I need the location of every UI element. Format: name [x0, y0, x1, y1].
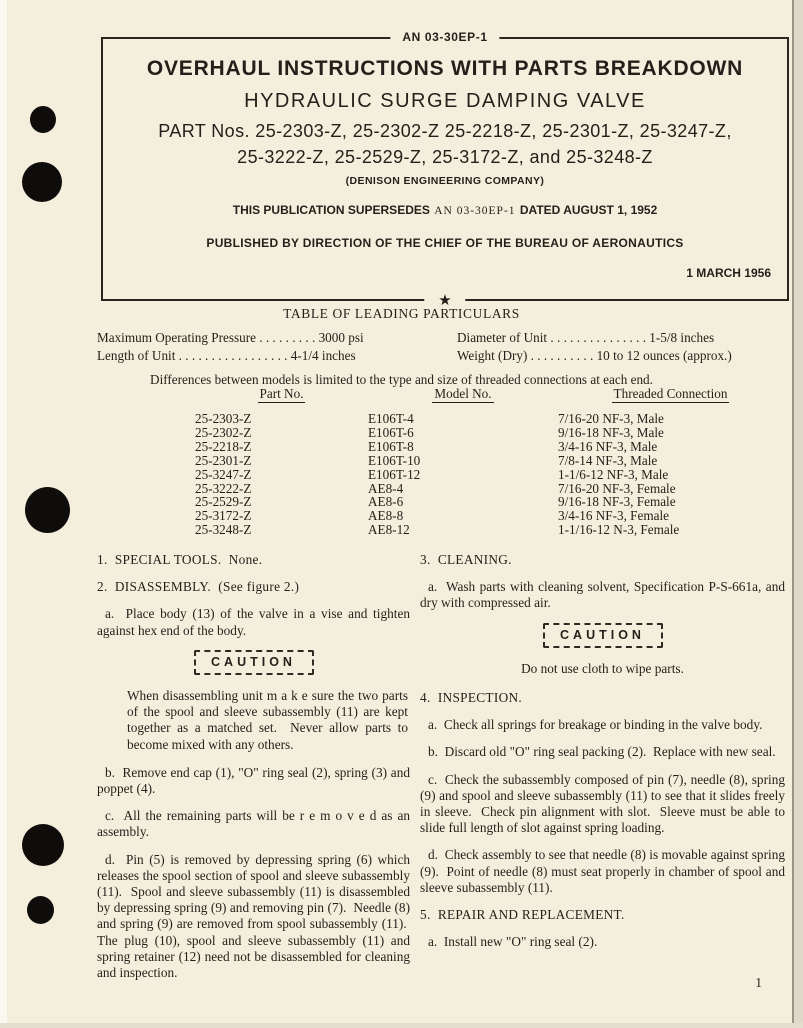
section-heading-inspection: 4. INSPECTION.: [420, 690, 523, 706]
page-subtitle: HYDRAULIC SURGE DAMPING VALVE: [244, 90, 646, 112]
table-row: 25-3172-Z AE8-8 3/4-16 NF-3, Female: [195, 508, 669, 524]
column-header: Model No.: [434, 386, 492, 401]
caution-note: Do not use cloth to wipe parts.: [521, 660, 684, 676]
table-row: 25-2303-Z E106T-4 7/16-20 NF-3, Male: [195, 411, 664, 426]
scan-edge-right: [794, 0, 803, 1028]
document-number: AN 03-30EP-1: [390, 30, 499, 44]
paragraph: a. Install new "O" ring seal (2).: [428, 934, 598, 950]
section-heading-disassembly: 2. DISASSEMBLY. (See figure 2.): [97, 579, 300, 595]
punch-hole-icon: [25, 487, 70, 533]
punch-hole-icon: [27, 896, 54, 924]
supersedes-line: [103, 203, 787, 217]
paragraph: b. Discard old "O" ring seal packing (2). Replace with new seal.: [428, 744, 776, 760]
particulars-right-column: [445, 329, 785, 365]
table-row: 25-2218-Z E106T-8 3/4-16 NF-3, Male: [195, 438, 658, 454]
publication-date: 1 MARCH 1956: [686, 266, 771, 280]
right-text-column: [420, 552, 785, 992]
table-row: 25-3247-Z E106T-12 1-1/6-12 NF-3, Male: [195, 466, 669, 482]
particular-line: Diameter of Unit . . . . . . . . . . . . . . . 1-5/8 inches: [457, 330, 715, 345]
section-heading-cleaning: 3. CLEANING.: [420, 552, 512, 567]
scan-edge-bottom: [0, 1023, 803, 1028]
table-row: 25-3248-Z AE8-12 1-1/16-12 N-3, Female: [195, 522, 680, 538]
paragraph: d. Check assembly to see that needle (8) is movable against spring (9). Point of needle (8) must seat properly in chamber of spool and sleeve subassembly (11).: [420, 847, 785, 895]
supersedes-prefix: THIS PUBLICATION SUPERSEDES: [232, 203, 430, 217]
paragraph: a. Place body (13) of the valve in a vise and tighten against hex end of the body.: [97, 606, 410, 638]
punch-hole-icon: [22, 824, 64, 866]
company-name: (DENISON ENGINEERING COMPANY): [345, 175, 545, 187]
particulars-left-column: [97, 329, 445, 365]
page-number: 1: [755, 975, 762, 990]
column-header: Part No.: [259, 386, 304, 401]
punch-hole-icon: [30, 106, 56, 133]
published-by-line: PUBLISHED BY DIRECTION OF THE CHIEF OF THE BUREAU OF AERONAUTICS: [206, 236, 684, 250]
caution-badge: CAUTION: [194, 650, 314, 675]
column-header: Threaded Connection: [613, 386, 728, 401]
table-row: 25-3222-Z AE8-4 7/16-20 NF-3, Female: [195, 480, 676, 496]
models-difference-note: Differences between models is limited to the type and size of threaded connections at each end.: [150, 372, 653, 387]
table-row: 25-2529-Z AE8-6 9/16-18 NF-3, Female: [195, 494, 676, 510]
title-box: [101, 30, 789, 309]
body-text: [97, 552, 785, 992]
particular-line: Length of Unit . . . . . . . . . . . . . . . . . 4-1/4 inches: [97, 348, 356, 363]
leading-particulars-columns: [0, 322, 803, 365]
superseded-doc-number: AN 03-30EP-1: [434, 205, 516, 217]
paragraph: a. Check all springs for breakage or binding in the valve body.: [428, 717, 763, 733]
caution-badge: CAUTION: [543, 623, 663, 648]
leading-particulars-title: TABLE OF LEADING PARTICULARS: [283, 306, 520, 321]
section-heading-special-tools: 1. SPECIAL TOOLS. None.: [97, 552, 263, 567]
paragraph: b. Remove end cap (1), "O" ring seal (2), spring (3) and poppet (4).: [97, 764, 410, 797]
table-row: 25-2301-Z E106T-10 7/8-14 NF-3, Male: [195, 452, 658, 468]
paragraph: d. Pin (5) is removed by depressing spring (6) which releases the spool section of spool and sleeve subassembly (11). Spool and sleeve subassembly (11) is disassembled by depressing spring (9) and removing pin (7). Needle (8) and spring (9) are removed from spool subassembly (11). The plug (10), spool and sleeve subassembly (11) and spring retainer (12) need not be disassembled for cleaning and inspection.: [97, 851, 410, 981]
scan-edge-left: [0, 0, 7, 1028]
part-numbers-line2: 25-3222-Z, 25-2529-Z, 25-3172-Z, and 25-3248-Z: [237, 147, 653, 167]
page-title: OVERHAUL INSTRUCTIONS WITH PARTS BREAKDOWN: [146, 57, 744, 80]
particular-line: Weight (Dry) . . . . . . . . . . 10 to 12 ounces (approx.): [457, 348, 732, 363]
table-header-row: [195, 386, 783, 412]
leading-particulars-section: [0, 306, 803, 388]
section-heading-repair: 5. REPAIR AND REPLACEMENT.: [420, 907, 625, 923]
left-text-column: [97, 552, 410, 992]
supersedes-suffix: DATED AUGUST 1, 1952: [519, 203, 658, 217]
particular-line: Maximum Operating Pressure . . . . . . . . . 3000 psi: [97, 330, 364, 345]
paragraph: c. Check the subassembly composed of pin (7), needle (8), spring (9) and spool and sleeve subassembly (11) to see that it slides freely in sleeve. Check pin alignment with slot. Sleeve must be able to slide full length of slot against spring loading.: [420, 771, 785, 836]
paragraph: a. Wash parts with cleaning solvent, Specification P-S-661a, and dry with compressed air.: [420, 579, 785, 611]
models-table: [195, 386, 783, 537]
part-numbers-line1: PART Nos. 25-2303-Z, 25-2302-Z 25-2218-Z, 25-2301-Z, 25-3247-Z,: [158, 121, 732, 141]
caution-paragraph: When disassembling unit m a k e sure the two parts of the spool and sleeve subassembly (11) are kept together as a matched set. Never allow parts to become mixed with any others.: [127, 688, 408, 752]
star-icon: ★: [424, 291, 465, 311]
table-row: 25-2302-Z E106T-6 9/16-18 NF-3, Male: [195, 424, 664, 440]
punch-hole-icon: [22, 162, 62, 202]
paragraph: c. All the remaining parts will be r e m o v e d as an assembly.: [97, 808, 410, 840]
